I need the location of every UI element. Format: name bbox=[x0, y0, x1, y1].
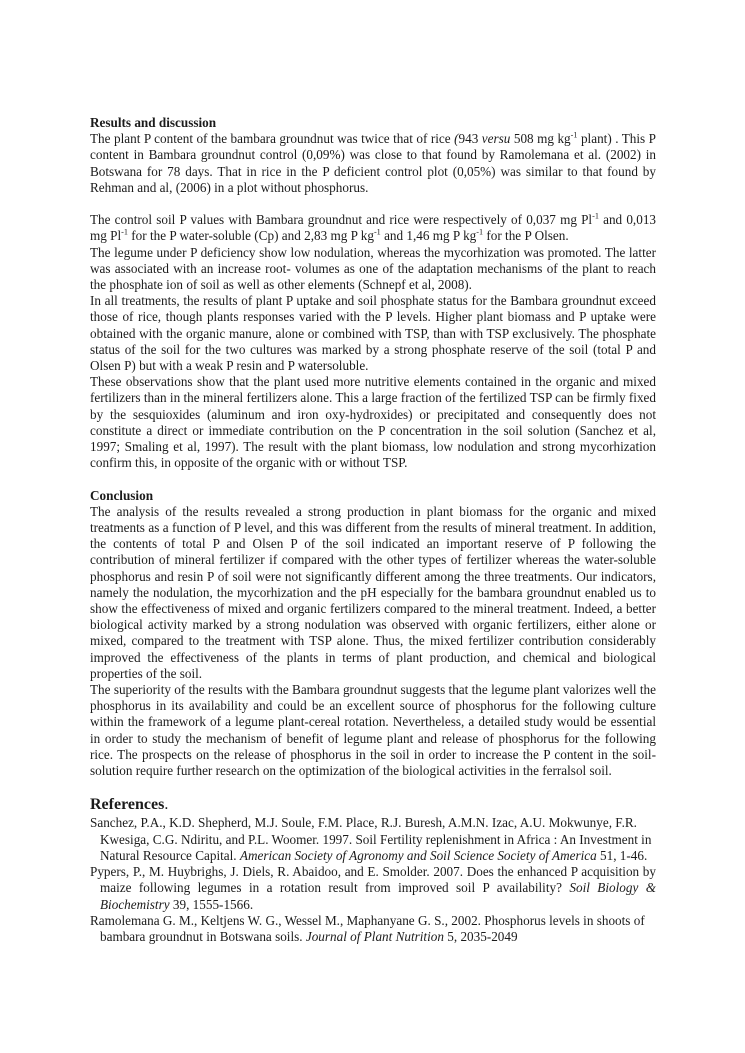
conclusion-paragraph-1: The analysis of the results revealed a strong production in plant biomass for the organic and mixed treatments as a function of P level, and this was different from the results of mineral treatment. In addition, the contents of total P and Olsen P of the soil indicated an important reserve of P following the contribution of mineral fertilizer if compared with the other types of fertilizer whereas the water-soluble phosphorus and resin P of soil were not significantly different among the three treatments. Our indicators, namely the nodulation, the mycorhization and the pH especially for the bambara groundnut enabled us to show the effectiveness of mixed and organic fertilizers compared to the mineral treatment. Indeed, a better biological activity marked by a strong nodulation was observed with organic fertilizers, either alone or mixed, compared to the treatment with TSP alone. Thus, the mixed fertilizer contribution considerably improved the effectiveness of the plants in terms of plant production, and chemical and biological properties of the soil. bbox=[90, 503, 656, 681]
blank-line bbox=[90, 196, 656, 212]
results-paragraph-1: The plant P content of the bambara groundnut was twice that of rice (943 versu 508 mg $kg^{-1}$ plant) . This P content in Bambara groundnut control (0,09%) was close to that found by Ramolemana et al. (2002) in Botswana for 78 days. That in rice in the P deficient control plot (0,05%) was similar to that found by Rehman and al, (2006) in a plot without phosphorus. bbox=[90, 130, 657, 195]
blank-line bbox=[90, 471, 656, 487]
results-and-discussion-heading: Results and discussion bbox=[90, 115, 217, 130]
page-content bbox=[90, 115, 656, 945]
results-paragraph-5: These observations show that the plant used more nutritive elements contained in the organic and mixed fertilizers than in the mineral fertilizers alone. This a large fraction of the fertilized TSP can be firmly fixed by the sesquioxides (aluminum and iron oxy-hydroxides) or precipitated and consequently does not constitute a direct or immediate contribution on the P concentration in the soil solution (Sanchez et al, 1997; Smaling et al, 1997). The result with the plant biomass, low nodulation and strong mycorhization confirm this, in opposite of the organic with or without TSP. bbox=[90, 374, 656, 471]
results-paragraph-3: The legume under P deficiency show low nodulation, whereas the mycorhization was promoted. The latter was associated with an increase root- volumes as one of the adaptation mechanisms of the plant to reach the phosphate ion of soil as well as other elements (Schnepf et al, 2008). bbox=[90, 244, 656, 293]
blank-line bbox=[90, 779, 656, 795]
results-paragraph-2: The control soil P values with Bambara groundnut and rice were respectively of 0,037 mg $Pl^{-1}$ and 0,013 mg $Pl^{-1}$ for the P water-soluble (Cp) and 2,83 mg P $kg^{-1}$ and 1,46 mg P $kg^{-1}$ for the P Olsen. bbox=[90, 211, 657, 244]
references-heading: References. bbox=[90, 796, 169, 814]
reference-sanchez-1997: Sanchez, P.A., K.D. Shepherd, M.J. Soule, F.M. Place, R.J. Buresh, A.M.N. Izac, A.U. Mokwunye, F.R. Kwesiga, C.G. Ndiritu, and P.L. Woomer. 1997. Soil Fertility replenishment in Africa : An Investment in Natural Resource Capital. American Society of Agronomy and Soil Science Society of America 51, 1-46. bbox=[90, 815, 652, 863]
conclusion-paragraph-2: The superiority of the results with the Bambara groundnut suggests that the legume plant valorizes well the phosphorus in its availability and could be an excellent source of phosphorus for the following culture within the framework of a legume plant-cereal rotation. Nevertheless, a detailed study would be essential in order to study the mechanism of benefit of legume plant and release of phosphorus for the following rice. The prospects on the release of phosphorus in the soil in order to increase the P content in the soil-solution require further research on the optimization of the biological activities in the ferralsol soil. bbox=[90, 682, 656, 779]
reference-pypers-2007: Pypers, P., M. Huybrighs, J. Diels, R. Abaidoo, and E. Smolder. 2007. Does the enhanced P acquisition by maize following legumes in a rotation result from improved soil P availability? Soil Biology & Biochemistry 39, 1555-1566. bbox=[90, 864, 656, 912]
conclusion-heading: Conclusion bbox=[90, 487, 154, 503]
reference-ramolemana-2002: Ramolemana G. M., Keltjens W. G., Wessel M., Maphanyane G. S., 2002. Phosphorus levels in shoots of bambara groundnut in Botswana soils. Journal of Plant Nutrition 5, 2035-2049 bbox=[90, 912, 645, 944]
results-paragraph-4: In all treatments, the results of plant P uptake and soil phosphate status for the Bambara groundnut exceed those of rice, though plants responses varied with the P levels. Higher plant biomass and P uptake were obtained with the organic manure, alone or combined with TSP, than with TSP exclusively. The phosphate status of the soil for the two cultures was marked by a strong phosphate reserve of the soil (total P and Olsen P) but with a weak P resin and P watersoluble. bbox=[90, 293, 656, 374]
